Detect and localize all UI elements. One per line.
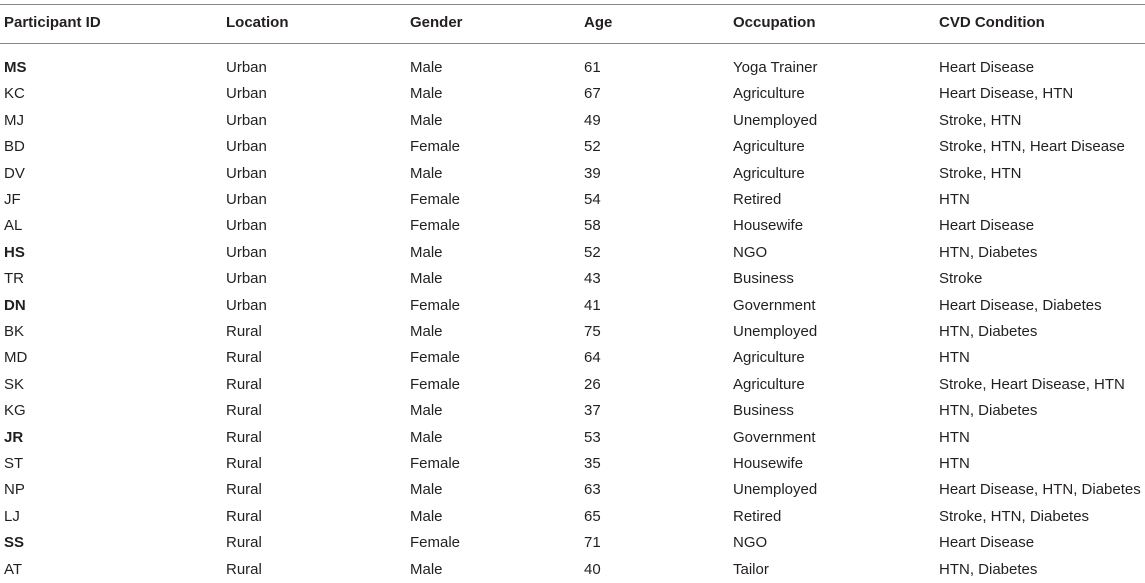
- cell-gender: Female: [410, 138, 461, 155]
- cell-age: 67: [584, 85, 601, 102]
- cell-participant-id: MD: [4, 349, 28, 366]
- cell-location: Urban: [226, 138, 267, 155]
- cell-location: Rural: [226, 455, 262, 472]
- cell-location: Urban: [226, 165, 267, 182]
- cell-occupation: Government: [733, 297, 816, 314]
- cell-location: Urban: [226, 112, 267, 129]
- cell-age: 54: [584, 191, 601, 208]
- cell-participant-id: HS: [4, 244, 25, 261]
- cell-age: 39: [584, 165, 601, 182]
- cell-occupation: Agriculture: [733, 349, 805, 366]
- cell-age: 37: [584, 402, 601, 419]
- cell-location: Urban: [226, 85, 267, 102]
- cell-age: 58: [584, 217, 601, 234]
- cell-cvd-condition: Heart Disease: [939, 534, 1035, 551]
- cell-participant-id: BD: [4, 138, 25, 155]
- cell-cvd-condition: HTN: [939, 429, 970, 446]
- cell-occupation: Yoga Trainer: [733, 59, 818, 76]
- cell-cvd-condition: Heart Disease: [939, 217, 1035, 234]
- cell-gender: Female: [410, 534, 461, 551]
- cell-cvd-condition: HTN, Diabetes: [939, 402, 1038, 419]
- cell-participant-id: KC: [4, 85, 25, 102]
- cell-gender: Female: [410, 297, 461, 314]
- cell-age: 61: [584, 59, 601, 76]
- table-row: [0, 213, 1145, 239]
- cell-gender: Male: [410, 508, 443, 525]
- cell-gender: Male: [410, 429, 443, 446]
- table-header-row: [0, 10, 1145, 36]
- cell-gender: Male: [410, 270, 443, 287]
- cell-age: 41: [584, 297, 601, 314]
- cell-occupation: Unemployed: [733, 112, 818, 129]
- cell-cvd-condition: HTN, Diabetes: [939, 323, 1038, 340]
- table-row: [0, 81, 1145, 107]
- header-participant-id: Participant ID: [4, 14, 101, 31]
- table-row: [0, 345, 1145, 371]
- cell-participant-id: AL: [4, 217, 23, 234]
- cell-location: Rural: [226, 429, 262, 446]
- cell-occupation: Business: [733, 402, 794, 419]
- cell-occupation: Business: [733, 270, 794, 287]
- cell-location: Rural: [226, 376, 262, 393]
- cell-gender: Female: [410, 191, 461, 208]
- cell-location: Rural: [226, 508, 262, 525]
- header-gender: Gender: [410, 14, 463, 31]
- cell-age: 75: [584, 323, 601, 340]
- cell-cvd-condition: Heart Disease: [939, 59, 1035, 76]
- cell-gender: Male: [410, 59, 443, 76]
- table-row: [0, 240, 1145, 266]
- table-row: [0, 55, 1145, 81]
- table-row: [0, 477, 1145, 503]
- cell-location: Urban: [226, 59, 267, 76]
- cell-gender: Male: [410, 244, 443, 261]
- cell-gender: Female: [410, 349, 461, 366]
- cell-occupation: Housewife: [733, 217, 804, 234]
- table-row: [0, 530, 1145, 556]
- header-location: Location: [226, 14, 289, 31]
- header-age: Age: [584, 14, 613, 31]
- table-row: [0, 293, 1145, 319]
- cell-age: 65: [584, 508, 601, 525]
- cell-location: Rural: [226, 561, 262, 578]
- cell-location: Urban: [226, 191, 267, 208]
- cell-participant-id: JR: [4, 429, 24, 446]
- cell-participant-id: SK: [4, 376, 25, 393]
- table-row: [0, 425, 1145, 451]
- cell-age: 52: [584, 244, 601, 261]
- cell-occupation: Government: [733, 429, 816, 446]
- cell-age: 35: [584, 455, 601, 472]
- cell-participant-id: NP: [4, 481, 25, 498]
- cell-participant-id: MS: [4, 59, 27, 76]
- cell-occupation: Agriculture: [733, 376, 805, 393]
- cell-gender: Male: [410, 481, 443, 498]
- cell-location: Rural: [226, 323, 262, 340]
- table-row: [0, 108, 1145, 134]
- cell-occupation: NGO: [733, 244, 768, 261]
- cell-cvd-condition: HTN: [939, 455, 970, 472]
- cell-gender: Male: [410, 561, 443, 578]
- header-occupation: Occupation: [733, 14, 816, 31]
- cell-gender: Female: [410, 455, 461, 472]
- cell-age: 63: [584, 481, 601, 498]
- cell-location: Rural: [226, 481, 262, 498]
- cell-gender: Male: [410, 323, 443, 340]
- cell-cvd-condition: Stroke, HTN: [939, 112, 1022, 129]
- table-header-rule: [0, 43, 1145, 44]
- cell-cvd-condition: Stroke, HTN, Diabetes: [939, 508, 1090, 525]
- cell-participant-id: AT: [4, 561, 23, 578]
- table-top-rule: [0, 4, 1145, 5]
- cell-cvd-condition: Heart Disease, HTN: [939, 85, 1074, 102]
- table-row: [0, 187, 1145, 213]
- cell-occupation: Unemployed: [733, 481, 818, 498]
- cell-participant-id: MJ: [4, 112, 24, 129]
- cell-age: 53: [584, 429, 601, 446]
- cell-occupation: Unemployed: [733, 323, 818, 340]
- cell-participant-id: BK: [4, 323, 25, 340]
- cell-age: 26: [584, 376, 601, 393]
- cell-cvd-condition: HTN: [939, 191, 970, 208]
- table-row: [0, 134, 1145, 160]
- cell-location: Urban: [226, 217, 267, 234]
- cell-participant-id: SS: [4, 534, 25, 551]
- cell-participant-id: DN: [4, 297, 26, 314]
- table-row: [0, 451, 1145, 477]
- cell-gender: Male: [410, 85, 443, 102]
- cell-gender: Male: [410, 112, 443, 129]
- cell-age: 64: [584, 349, 601, 366]
- cell-gender: Male: [410, 165, 443, 182]
- cell-location: Urban: [226, 244, 267, 261]
- table-row: [0, 398, 1145, 424]
- cell-location: Urban: [226, 270, 267, 287]
- table-row: [0, 372, 1145, 398]
- cell-location: Rural: [226, 402, 262, 419]
- cell-occupation: NGO: [733, 534, 768, 551]
- cell-participant-id: TR: [4, 270, 24, 287]
- cell-location: Rural: [226, 349, 262, 366]
- cell-age: 49: [584, 112, 601, 129]
- table-row: [0, 319, 1145, 345]
- cell-participant-id: DV: [4, 165, 25, 182]
- cell-participant-id: ST: [4, 455, 24, 472]
- cell-occupation: Retired: [733, 191, 782, 208]
- header-cvd-condition: CVD Condition: [939, 14, 1045, 31]
- cell-cvd-condition: Stroke, HTN, Heart Disease: [939, 138, 1125, 155]
- table-row: [0, 266, 1145, 292]
- cell-occupation: Tailor: [733, 561, 769, 578]
- cell-cvd-condition: Heart Disease, HTN, Diabetes: [939, 481, 1141, 498]
- cell-occupation: Agriculture: [733, 138, 805, 155]
- cell-participant-id: JF: [4, 191, 21, 208]
- cell-age: 43: [584, 270, 601, 287]
- cell-gender: Female: [410, 376, 461, 393]
- cell-occupation: Agriculture: [733, 165, 805, 182]
- table-row: [0, 504, 1145, 530]
- cell-gender: Male: [410, 402, 443, 419]
- cell-cvd-condition: Stroke: [939, 270, 983, 287]
- cell-cvd-condition: HTN: [939, 349, 970, 366]
- cell-age: 40: [584, 561, 601, 578]
- table-row: [0, 557, 1145, 583]
- cell-cvd-condition: HTN, Diabetes: [939, 244, 1038, 261]
- cell-occupation: Retired: [733, 508, 782, 525]
- cell-cvd-condition: Stroke, HTN: [939, 165, 1022, 182]
- cell-location: Rural: [226, 534, 262, 551]
- cell-age: 52: [584, 138, 601, 155]
- cell-gender: Female: [410, 217, 461, 234]
- cell-participant-id: LJ: [4, 508, 20, 525]
- cell-participant-id: KG: [4, 402, 26, 419]
- cell-cvd-condition: Stroke, Heart Disease, HTN: [939, 376, 1125, 393]
- cell-occupation: Housewife: [733, 455, 804, 472]
- table-row: [0, 161, 1145, 187]
- cell-cvd-condition: Heart Disease, Diabetes: [939, 297, 1102, 314]
- cell-location: Urban: [226, 297, 267, 314]
- cell-cvd-condition: HTN, Diabetes: [939, 561, 1038, 578]
- cell-age: 71: [584, 534, 601, 551]
- cell-occupation: Agriculture: [733, 85, 805, 102]
